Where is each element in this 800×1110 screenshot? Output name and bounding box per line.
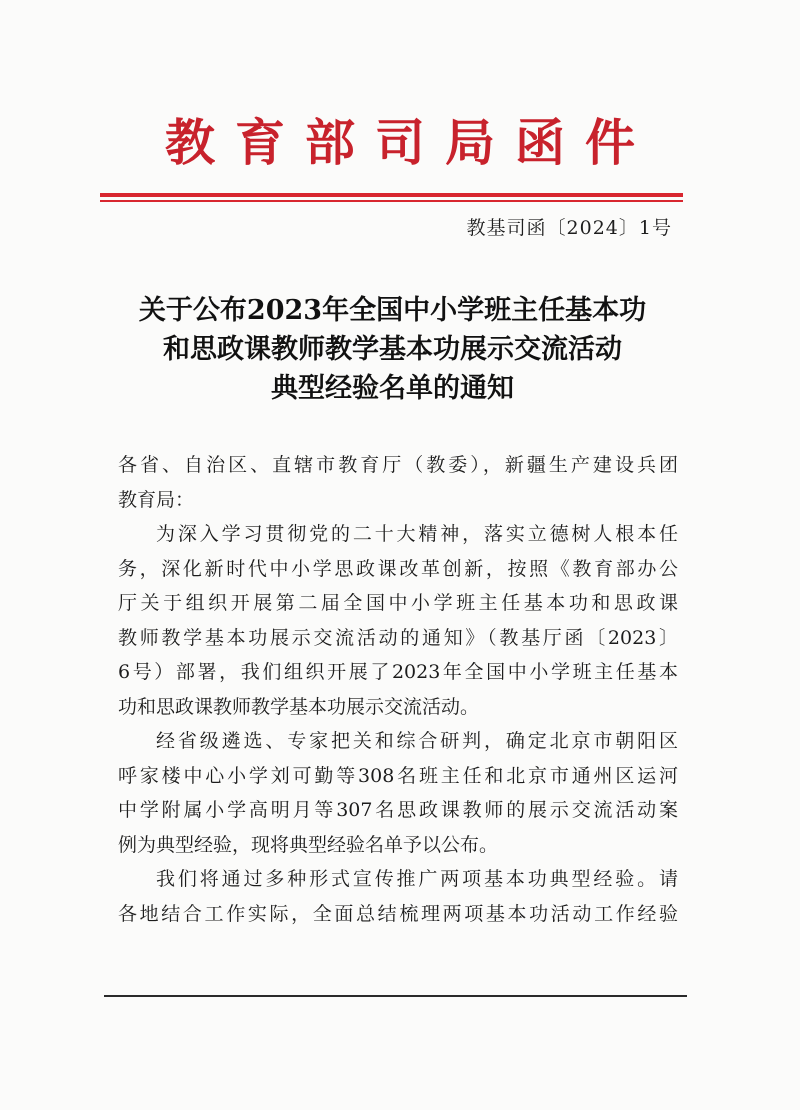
addressee-line: 教育局： <box>118 488 195 511</box>
paragraph-line: 各地结合工作实际，全面总结梳理两项基本功活动工作经验 <box>118 902 678 925</box>
paragraph-line: 呼家楼中心小学刘可勤等308名班主任和北京市通州区运河 <box>118 764 678 787</box>
notice-body <box>118 448 678 931</box>
notice-title <box>100 291 685 408</box>
letterhead-red-rule-thick <box>100 193 683 197</box>
bottom-divider <box>104 995 687 997</box>
paragraph-line: 6号）部署，我们组织开展了2023年全国中小学班主任基本 <box>118 661 678 683</box>
document-number: 教基司函〔2024〕1号 <box>466 217 672 239</box>
paragraph-line: 例为典型经验，现将典型经验名单予以公布。 <box>118 833 499 856</box>
paragraph-line: 厅关于组织开展第二届全国中小学班主任基本功和思政课 <box>118 592 678 614</box>
paragraph-line: 功和思政课教师教学基本功展示交流活动。 <box>118 695 480 718</box>
paragraph-line: 经省级遴选、专家把关和综合研判，确定北京市朝阳区 <box>156 730 678 752</box>
paragraph-line: 务，深化新时代中小学思政课改革创新，按照《教育部办公 <box>118 557 678 580</box>
letterhead-red-rule-thin <box>100 200 683 202</box>
letterhead-title: 教育部司局函件 <box>165 113 655 172</box>
addressee-line: 各省、自治区、直辖市教育厅（教委），新疆生产建设兵团 <box>118 454 678 476</box>
paragraph-line: 中学附属小学高明月等307名思政课教师的展示交流活动案 <box>118 799 678 821</box>
title-line: 关于公布2023年全国中小学班主任基本功 <box>138 295 647 326</box>
paragraph-line: 教师教学基本功展示交流活动的通知》（教基厅函〔2023〕 <box>118 626 678 649</box>
title-line: 和思政课教师教学基本功展示交流活动 <box>163 334 622 365</box>
paragraph-line: 我们将通过多种形式宣传推广两项基本功典型经验。请 <box>156 868 678 890</box>
title-line: 典型经验名单的通知 <box>271 373 514 404</box>
paragraph-line: 为深入学习贯彻党的二十大精神，落实立德树人根本任 <box>156 523 678 545</box>
